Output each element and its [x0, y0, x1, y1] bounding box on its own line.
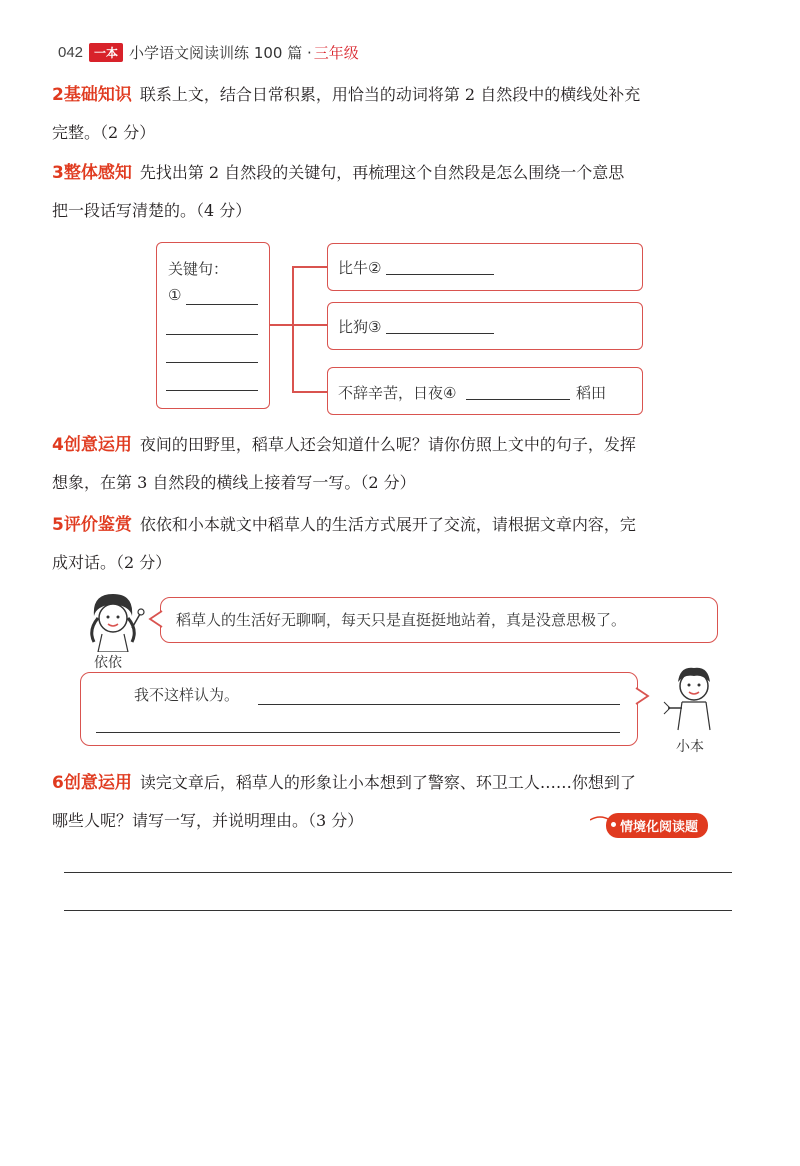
brand-logo: 一本	[89, 43, 123, 62]
answer-line-5b[interactable]	[96, 732, 620, 733]
key-sentence-marker: ①	[168, 286, 182, 304]
question-category: 创意运用	[63, 773, 132, 793]
grade-label: 三年级	[313, 43, 359, 62]
xiaoben-name: 小本	[676, 739, 704, 755]
book-title: 小学语文阅读训练 100 篇 ·	[129, 43, 312, 62]
question-category: 基础知识	[63, 85, 132, 105]
yiyi-speech: 稻草人的生活好无聊啊，每天只是直挺挺地站着，真是没意思极了。	[176, 611, 627, 629]
question-text-cont: 想象，在第 3 自然段的横线上接着写一写。（2 分）	[52, 473, 416, 492]
connector	[292, 391, 327, 393]
branch-3-label: 不辞辛苦，日夜④	[338, 384, 457, 402]
question-text-cont: 完整。（2 分）	[52, 123, 156, 142]
connector	[292, 266, 294, 392]
connector	[292, 324, 327, 326]
question-2	[52, 76, 742, 152]
question-category: 评价鉴赏	[63, 515, 132, 535]
yiyi-name: 依依	[94, 655, 122, 671]
question-text: 依依和小本就文中稻草人的生活方式展开了交流，请根据文章内容，完	[139, 515, 636, 534]
bubble-tail	[148, 609, 164, 629]
answer-blank-1d[interactable]	[166, 390, 258, 391]
question-number: 5	[52, 515, 64, 535]
question-text-cont: 把一段话写清楚的。（4 分）	[52, 201, 252, 220]
answer-blank-1[interactable]	[186, 304, 258, 305]
situational-reading-tag: 情境化阅读题	[606, 813, 708, 838]
branch-3-suffix: 稻田	[576, 384, 607, 402]
answer-blank-1c[interactable]	[166, 362, 258, 363]
branch-1-label: 比牛②	[338, 259, 382, 277]
question-3	[52, 154, 742, 230]
question-5	[52, 506, 742, 582]
question-text: 先找出第 2 自然段的关键句，再梳理这个自然段是怎么围绕一个意思	[139, 163, 625, 182]
question-text-cont: 哪些人呢？请写一写，并说明理由。（3 分）	[52, 811, 364, 830]
boy-illustration	[662, 664, 724, 732]
key-sentence-label: 关键句：	[168, 260, 229, 278]
branch-2-label: 比狗③	[338, 318, 382, 336]
answer-blank-3[interactable]	[386, 333, 494, 334]
girl-illustration	[78, 588, 148, 652]
question-text-cont: 成对话。（2 分）	[52, 553, 172, 572]
xiaoben-speech: 我不这样认为。	[134, 686, 240, 704]
question-number: 4	[52, 435, 64, 455]
answer-line-5a[interactable]	[258, 704, 620, 705]
question-number: 6	[52, 773, 64, 793]
page-number: 042	[58, 43, 84, 61]
answer-line-6a[interactable]	[64, 872, 732, 873]
connector	[269, 324, 293, 326]
question-text: 读完文章后，稻草人的形象让小本想到了警察、环卫工人……你想到了	[139, 773, 636, 792]
page-header	[58, 42, 359, 62]
question-category: 创意运用	[63, 435, 132, 455]
answer-blank-2[interactable]	[386, 274, 494, 275]
question-number: 2	[52, 85, 64, 105]
answer-blank-4[interactable]	[466, 399, 570, 400]
bubble-tail	[634, 686, 650, 706]
question-text: 夜间的田野里，稻草人还会知道什么呢？请你仿照上文中的句子，发挥	[139, 435, 636, 454]
connector	[292, 266, 327, 268]
question-number: 3	[52, 163, 64, 183]
question-text: 联系上文，结合日常积累，用恰当的动词将第 2 自然段中的横线处补充	[139, 85, 641, 104]
answer-blank-1b[interactable]	[166, 334, 258, 335]
answer-line-6b[interactable]	[64, 910, 732, 911]
question-4	[52, 426, 742, 502]
question-category: 整体感知	[63, 163, 132, 183]
